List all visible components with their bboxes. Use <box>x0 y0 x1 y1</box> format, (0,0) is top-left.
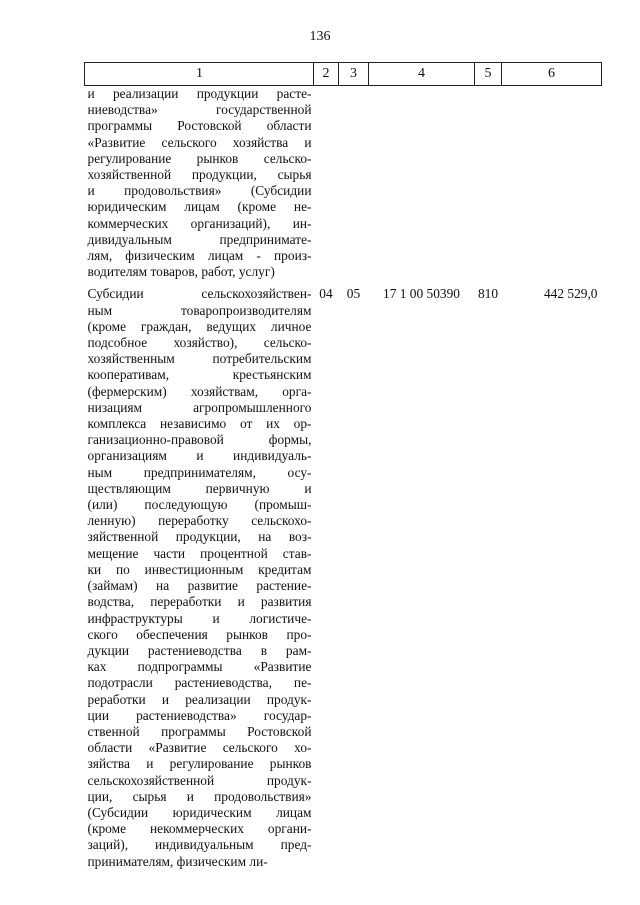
description-line: и продовольствия» (Субсидии <box>87 183 312 199</box>
description-line: ции, сырья и продовольствия» <box>87 788 312 804</box>
row-2-col-3: 05 <box>346 286 361 302</box>
description-line: области «Развитие сельского хо- <box>87 740 312 756</box>
description-line: (или) последующую (промыш- <box>87 497 312 513</box>
row-1-description <box>85 86 314 281</box>
row-2-col-6: 442 529,0 <box>543 286 598 302</box>
table-row <box>85 86 602 281</box>
description-line: водителям товаров, работ, услуг) <box>87 264 275 280</box>
page-number: 136 <box>309 29 331 44</box>
description-line: организациям и индивидуаль- <box>87 448 312 464</box>
description-line: заций), индивидуальным пред- <box>87 837 312 853</box>
description-line: дукции растениеводства в рам- <box>87 642 312 658</box>
row-1-col-5 <box>475 86 502 281</box>
description-line: реработки и реализации продук- <box>87 691 312 707</box>
description-line: дивидуальным предпринимате- <box>87 231 312 247</box>
description-line: (займам) на развитие растение- <box>87 578 312 594</box>
budget-table <box>84 62 602 870</box>
description-line: сельскохозяйственной продук- <box>87 772 312 788</box>
description-line: низациям агропромышленного <box>87 399 312 415</box>
description-line: юридическим лицам (кроме не- <box>87 199 312 215</box>
description-line: зяйственной продукции, на воз- <box>87 529 312 545</box>
description-line: Субсидии сельскохозяйствен- <box>87 286 312 302</box>
description-line: зяйства и регулирование рынков <box>87 756 312 772</box>
description-line: и реализации продукции расте- <box>87 86 312 101</box>
description-line: (кроме граждан, ведущих личное <box>87 318 312 334</box>
description-line: ского обеспечения рынков про- <box>87 626 312 642</box>
description-line: водства, переработки и развития <box>87 594 312 610</box>
table-row <box>85 286 602 869</box>
description-line: ственной программы Ростовской <box>87 723 312 739</box>
header-col-1: 1 <box>85 63 314 86</box>
row-1-col-3 <box>339 86 369 281</box>
row-2-description <box>85 286 314 869</box>
description-line: «Развитие сельского хозяйства и <box>87 134 312 150</box>
description-line: ниеводства» государственной <box>87 102 312 118</box>
header-row <box>85 63 602 86</box>
header-col-2: 2 <box>314 63 339 86</box>
row-1-col-6 <box>502 86 602 281</box>
description-line: комплекса независимо от их ор- <box>87 416 312 432</box>
description-line: подотрасли растениеводства, пе- <box>87 675 312 691</box>
header-col-6: 6 <box>502 63 602 86</box>
description-line: (Субсидии юридическим лицам <box>87 804 312 820</box>
description-line: ным товаропроизводителям <box>87 302 312 318</box>
header-col-5: 5 <box>475 63 502 86</box>
description-line: принимателям, физическим ли- <box>87 853 268 869</box>
row-2-col-2: 04 <box>319 286 333 302</box>
description-line: подсобное хозяйство), сельско- <box>87 335 312 351</box>
description-line: ганизационно-правовой формы, <box>87 432 312 448</box>
description-line: (фермерским) хозяйствам, орга- <box>87 383 312 399</box>
row-1-col-4 <box>369 86 475 281</box>
row-2-col-4: 17 1 00 50390 <box>383 286 460 302</box>
description-line: коммерческих организаций), ин- <box>87 215 312 231</box>
description-line: мещение части процентной став- <box>87 545 312 561</box>
description-line: ки по инвестиционным кредитам <box>87 561 312 577</box>
description-line: ным предпринимателям, осу- <box>87 464 312 480</box>
row-1-col-2 <box>314 86 339 281</box>
description-line: регулирование рынков сельско- <box>87 150 312 166</box>
header-col-3: 3 <box>339 63 369 86</box>
description-line: хозяйственным потребительским <box>87 351 312 367</box>
description-line: кооперативам, крестьянским <box>87 367 312 383</box>
description-line: программы Ростовской области <box>87 118 312 134</box>
description-line: хозяйственной продукции, сырья <box>87 167 312 183</box>
description-line: ках подпрограммы «Развитие <box>87 659 312 675</box>
description-line: инфраструктуры и логистиче- <box>87 610 312 626</box>
description-line: ции растениеводства» государ- <box>87 707 312 723</box>
description-line: (кроме некоммерческих органи- <box>87 821 312 837</box>
description-line: лям, физическим лицам - произ- <box>87 248 312 264</box>
description-line: ленную) переработку сельскохо- <box>87 513 312 529</box>
description-line: ществляющим первичную и <box>87 480 312 496</box>
header-col-4: 4 <box>369 63 475 86</box>
row-2-col-5: 810 <box>477 286 499 302</box>
